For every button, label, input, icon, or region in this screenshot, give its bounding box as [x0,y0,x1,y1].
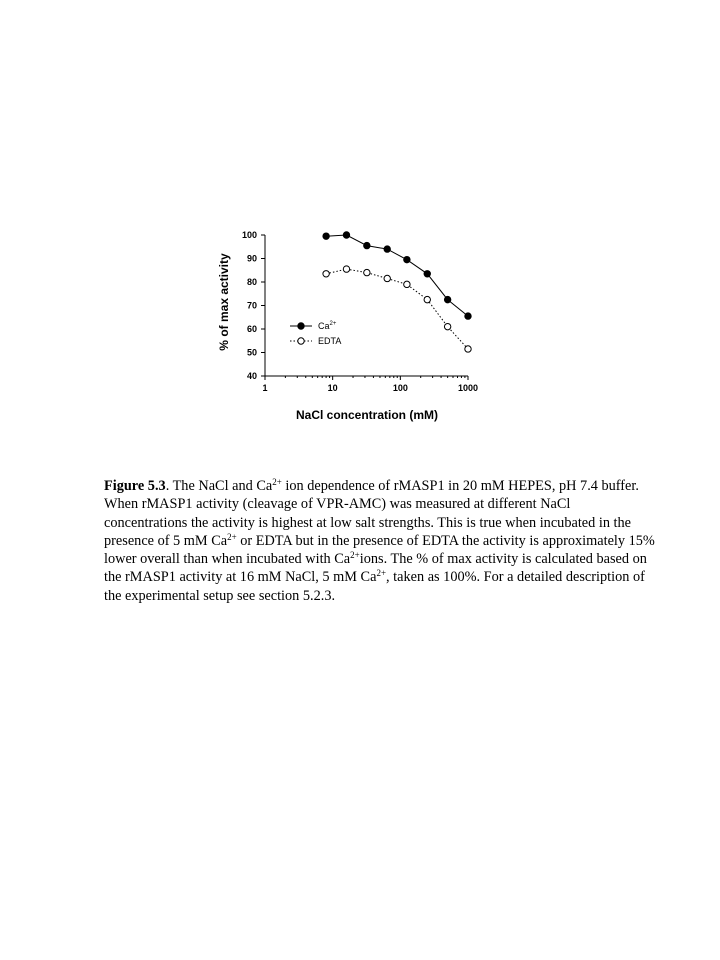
series-layer [323,232,471,352]
x-ticks [262,376,478,393]
caption-sup-4: 2+ [376,568,387,579]
data-point-1 [424,296,430,302]
legend-marker-ca [298,323,304,329]
y-tick-label: 70 [246,300,257,311]
caption-text-5: , taken as 100%. For a detailed description of the experimental setup see section 5.2.3. [104,569,645,604]
y-tick-label: 80 [246,277,257,287]
data-point-0 [465,313,471,319]
caption-sup-2: 2+ [227,531,237,542]
series-line-1 [326,269,468,349]
x-tick-label: 1000 [457,383,479,393]
data-point-0 [424,271,430,277]
data-point-0 [323,233,329,239]
legend-label-edta: EDTA [318,336,342,346]
caption-label: Figure 5.3 [104,478,166,494]
caption-text-4: ions. The % of max activity is calculated based on the rMASP1 activity at 16 mM NaCl, 5 mM Ca [104,551,647,586]
x-tick-label: 1 [262,383,268,393]
y-tick-label: 100 [241,230,257,240]
legend-label-ca [318,321,337,331]
caption-text-2: ion dependence of rMASP1 in 20 mM HEPES, pH 7.4 buffer. When rMASP1 activity (cleavage of VPR-AMC) was measured at different NaCl concentrations the activity is highest at low salt strengths. This is true when incubated in the presence of 5 mM Ca [104,478,639,549]
y-axis-title: % of max activity [217,253,231,351]
chart [0,0,720,470]
y-tick-label: 50 [246,347,257,358]
data-point-1 [404,281,410,287]
caption-sup-1: 2+ [272,477,282,487]
x-tick-label: 10 [327,383,338,393]
data-point-0 [343,232,349,238]
y-tick-label: 40 [246,371,257,381]
data-point-1 [444,323,450,329]
figure-caption [104,477,656,605]
x-tick-label: 100 [392,383,408,393]
legend [290,321,341,346]
data-point-1 [343,266,349,272]
data-point-0 [444,296,450,302]
caption-sup-3: 2+ [350,550,360,561]
data-point-0 [364,242,370,248]
caption-text-3: or EDTA but in the presence of EDTA the activity is approximately 15% lower overall than when incubated with Ca [104,532,655,568]
legend-marker-edta [298,338,304,344]
y-ticks [242,230,265,381]
data-point-1 [323,271,329,277]
legend-label-ca-text: Ca [318,321,330,331]
data-point-0 [404,256,410,262]
data-point-1 [384,275,390,281]
data-point-1 [364,269,370,275]
legend-label-ca-sup: 2+ [329,321,337,327]
y-tick-label: 90 [246,253,257,264]
series-line-0 [326,235,468,316]
axes [265,235,468,376]
y-tick-label: 60 [246,324,257,334]
caption-text-1: . The NaCl and Ca [165,478,273,494]
data-point-1 [465,346,471,352]
data-point-0 [384,246,390,252]
x-axis-title: NaCl concentration (mM) [295,408,439,422]
